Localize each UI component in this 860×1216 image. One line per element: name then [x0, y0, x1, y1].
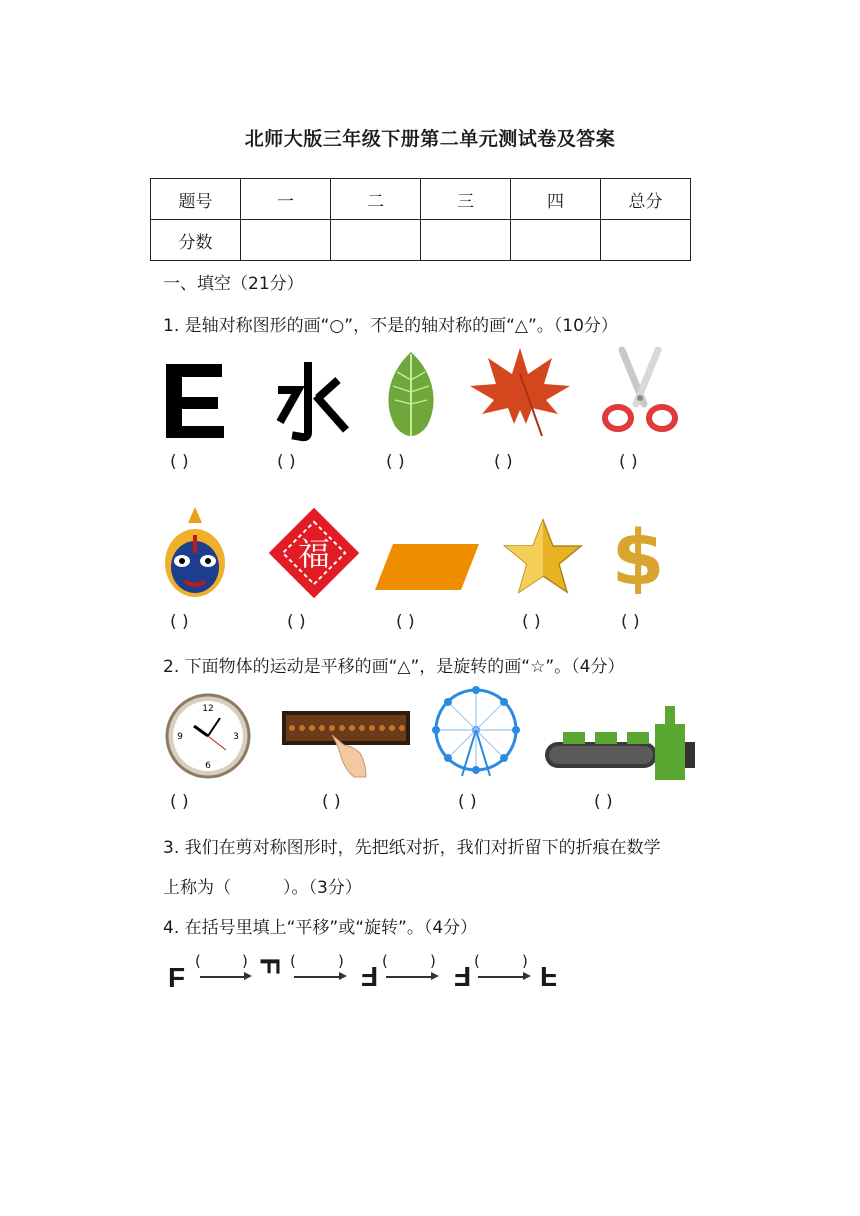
- arrow-icon: [200, 976, 245, 978]
- letter-f-flipped: F: [540, 961, 558, 992]
- score-input-cell[interactable]: [241, 220, 331, 261]
- answer-paren-close: ): [242, 952, 248, 970]
- leaf-image: [381, 350, 441, 440]
- answer-paren[interactable]: ( ): [277, 452, 296, 472]
- answer-paren[interactable]: ( ): [170, 452, 189, 472]
- arrowhead-icon: [244, 972, 252, 980]
- arrowhead-icon: [523, 972, 531, 980]
- question-3-suffix: ）。（3分）: [283, 878, 362, 898]
- score-input-cell[interactable]: [331, 220, 421, 261]
- score-table-header-row: [151, 179, 691, 220]
- letter-transform-sequence: [162, 952, 582, 998]
- answer-paren[interactable]: ( ): [287, 612, 306, 632]
- score-table-cell: 四: [511, 179, 601, 220]
- arrow-icon: [294, 976, 340, 978]
- answer-paren[interactable]: (: [382, 952, 388, 970]
- svg-text:$: $: [612, 513, 664, 594]
- answer-paren[interactable]: (: [195, 952, 201, 970]
- answer-paren[interactable]: (: [474, 952, 480, 970]
- parallelogram-image: [373, 542, 481, 592]
- answer-paren[interactable]: ( ): [621, 612, 640, 632]
- answer-paren[interactable]: ( ): [170, 612, 189, 632]
- arrowhead-icon: [339, 972, 347, 980]
- question-3-prefix: 上称为（: [163, 878, 231, 898]
- score-table-cell: 二: [331, 179, 421, 220]
- question-2-text: 2. 下面物体的运动是平移的画“△”，是旋转的画“☆”。（4分）: [163, 657, 625, 677]
- conveyor-belt-image: [545, 702, 697, 782]
- question-3-line-2: [163, 873, 362, 898]
- letter-f-rotated-180-b: F: [454, 961, 472, 992]
- page-title: 北师大版三年级下册第二单元测试卷及答案: [244, 128, 616, 150]
- answer-paren[interactable]: ( ): [322, 792, 341, 812]
- answer-paren[interactable]: ( ): [458, 792, 477, 812]
- scissors-image: [600, 346, 680, 436]
- letter-e-image: [160, 352, 230, 442]
- score-table: [150, 178, 691, 261]
- score-table-cell: 三: [421, 179, 511, 220]
- answer-paren[interactable]: ( ): [396, 612, 415, 632]
- opera-mask-image: [160, 505, 230, 600]
- answer-paren[interactable]: ( ): [494, 452, 513, 472]
- answer-paren[interactable]: ( ): [594, 792, 613, 812]
- score-input-cell[interactable]: [601, 220, 691, 261]
- letter-f-rotated-180: F: [361, 961, 379, 992]
- dollar-sign-image: [612, 512, 664, 594]
- score-table-row-label: 分数: [151, 220, 241, 261]
- arrowhead-icon: [431, 972, 439, 980]
- score-input-cell[interactable]: [421, 220, 511, 261]
- answer-paren-close: ): [430, 952, 436, 970]
- abacus-image: [280, 705, 412, 781]
- letter-f-original: F: [168, 962, 186, 993]
- answer-paren[interactable]: (: [290, 952, 296, 970]
- svg-text:12: 12: [202, 704, 214, 714]
- character-shui-image: [272, 362, 352, 442]
- svg-text:3: 3: [233, 732, 239, 742]
- fu-papercut-image: [266, 505, 362, 601]
- answer-paren[interactable]: ( ): [619, 452, 638, 472]
- score-table-score-row: [151, 220, 691, 261]
- question-3-line-1: 3. 我们在剪对称图形时，先把纸对折，我们对折留下的折痕在数学: [163, 838, 661, 858]
- clock-image: [164, 692, 252, 780]
- answer-paren[interactable]: ( ): [522, 612, 541, 632]
- star-image: [503, 518, 583, 594]
- answer-paren[interactable]: ( ): [170, 792, 189, 812]
- answer-paren-close: ): [522, 952, 528, 970]
- maple-leaf-image: [468, 344, 572, 440]
- question-1-text: 1. 是轴对称图形的画“○”，不是的轴对称的画“△”。（10分）: [163, 316, 618, 336]
- question-4-text: 4. 在括号里填上“平移”或“旋转”。（4分）: [163, 918, 478, 938]
- svg-text:6: 6: [205, 761, 211, 771]
- score-table-cell: 一: [241, 179, 331, 220]
- ferris-wheel-image: [428, 684, 524, 780]
- score-table-cell: 总分: [601, 179, 691, 220]
- score-table-cell: 题号: [151, 179, 241, 220]
- score-input-cell[interactable]: [511, 220, 601, 261]
- svg-text:9: 9: [177, 732, 183, 742]
- answer-paren[interactable]: ( ): [386, 452, 405, 472]
- letter-f-rotated-90: F: [254, 957, 286, 975]
- svg-text:福: 福: [297, 535, 331, 573]
- answer-paren-close: ): [338, 952, 344, 970]
- arrow-icon: [386, 976, 432, 978]
- section-1-title: 一、填空（21分）: [163, 274, 304, 294]
- arrow-icon: [478, 976, 524, 978]
